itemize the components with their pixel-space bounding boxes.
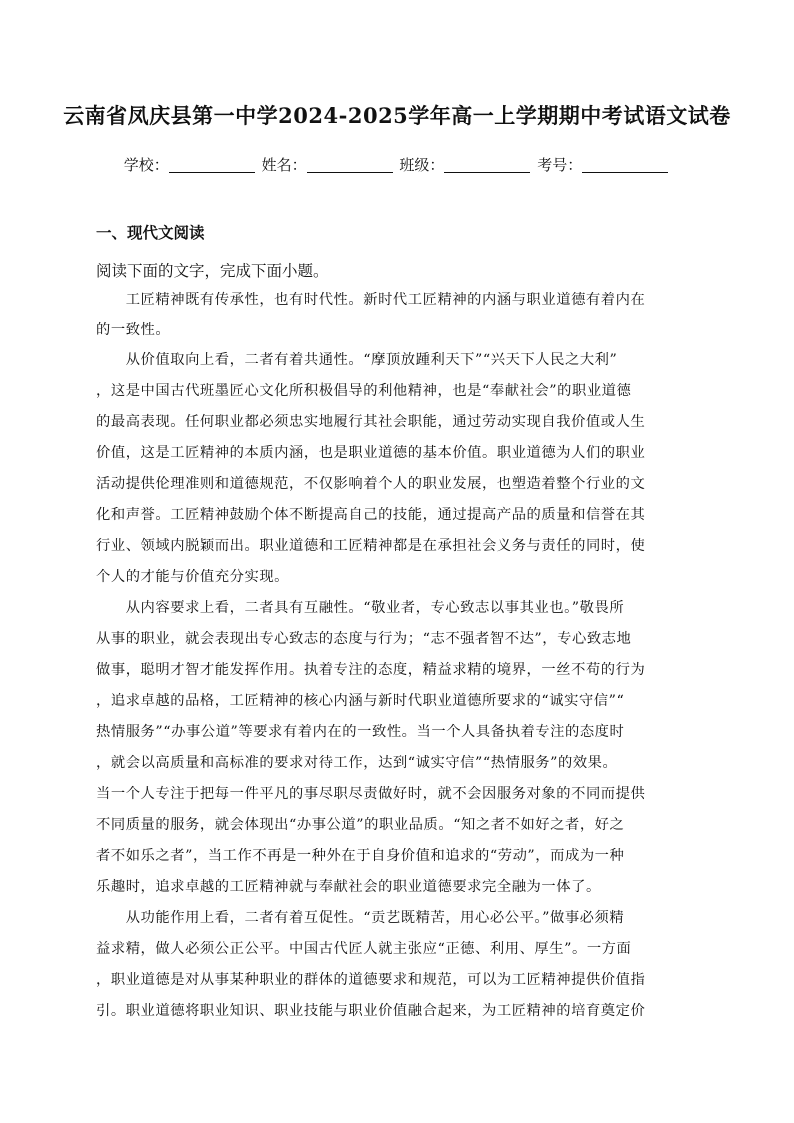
passage-line: ，这是中国古代班墨匠心文化所积极倡导的利他精神，也是“奉献社会”的职业道德: [96, 383, 632, 399]
exam-title: 云南省凤庆县第一中学2024-2025学年高一上学期期中考试语文试卷: [63, 103, 731, 128]
school-blank[interactable]: [169, 158, 255, 173]
passage-line: 活动提供伦理准则和道德规范，不仅影响着个人的职业发展，也塑造着整个行业的文: [96, 476, 646, 492]
student-info-row: [0, 154, 794, 175]
exam-number-blank[interactable]: [582, 158, 668, 173]
passage-line: 化和声誉。工匠精神鼓励个体不断提高自己的技能，通过提高产品的质量和信誉在其: [96, 507, 646, 523]
passage-line: 的最高表现。任何职业都必须忠实地履行其社会职能，通过劳动实现自我价值或人生: [96, 414, 646, 430]
passage-line: 益求精，做人必须公正公平。中国古代匠人就主张应“正德、利用、厚生”。一方面: [96, 941, 632, 957]
passage-line: 从功能作用上看，二者有着互促性。“贡艺既精苦，用心必公平。”做事必须精: [96, 910, 625, 926]
passage-line: 价值，这是工匠精神的本质内涵，也是职业道德的基本价值。职业道德为人们的职业: [96, 445, 646, 461]
passage-line: ，就会以高质量和高标准的要求对待工作，达到“诚实守信”“热情服务”的效果。: [96, 755, 618, 771]
passage-line: ，职业道德是对从事某种职业的群体的道德要求和规范，可以为工匠精神提供价值指: [96, 972, 646, 988]
class-label: 班级：: [399, 156, 445, 174]
passage-line: 者不如乐之者”，当工作不再是一种外在于自身价值和追求的“劳动”，而成为一种: [96, 848, 625, 864]
passage-line: 从价值取向上看，二者有着共通性。“摩顶放踵利天下”“兴天下人民之大利”: [96, 352, 618, 368]
passage-line: 做事，聪明才智才能发挥作用。执着专注的态度，精益求精的境界，一丝不苟的行为: [96, 662, 646, 678]
school-label: 学校：: [123, 156, 169, 174]
passage-line: 工匠精神既有传承性，也有时代性。新时代工匠精神的内涵与职业道德有着内在: [96, 292, 646, 308]
section-heading: 一、现代文阅读: [96, 224, 205, 242]
passage-line: 行业、领域内脱颖而出。职业道德和工匠精神都是在承担社会义务与责任的同时，使: [96, 538, 646, 554]
passage-line: ，追求卓越的品格，工匠精神的核心内涵与新时代职业道德所要求的“诚实守信”“: [96, 693, 625, 709]
passage-line: 当一个人专注于把每一件平凡的事尽职尽责做好时，就不会因服务对象的不同而提供: [96, 786, 646, 802]
name-blank[interactable]: [307, 158, 393, 173]
passage-line: 不同质量的服务，就会体现出“办事公道”的职业品质。“知之者不如好之者，好之: [96, 817, 625, 833]
reading-instruction: 阅读下面的文字，完成下面小题。: [96, 262, 329, 280]
passage-line: 个人的才能与价值充分实现。: [96, 569, 290, 585]
exam-number-label: 考号：: [537, 156, 583, 174]
class-blank[interactable]: [444, 158, 530, 173]
passage-line: 引。职业道德将职业知识、职业技能与职业价值融合起来，为工匠精神的培育奠定价: [96, 1003, 646, 1019]
passage-line: 的一致性。: [96, 322, 171, 338]
passage-line: 从事的职业，就会表现出专心致志的态度与行为；“志不强者智不达”，专心致志地: [96, 631, 632, 647]
passage-line: 从内容要求上看，二者具有互融性。“敬业者，专心致志以事其业也。”敬畏所: [96, 600, 625, 616]
passage-line: 乐趣时，追求卓越的工匠精神就与奉献社会的职业道德要求完全融为一体了。: [96, 879, 601, 895]
name-label: 姓名：: [261, 156, 307, 174]
passage-line: 热情服务”“办事公道”等要求有着内在的一致性。当一个人具备执着专注的态度时: [96, 724, 625, 740]
